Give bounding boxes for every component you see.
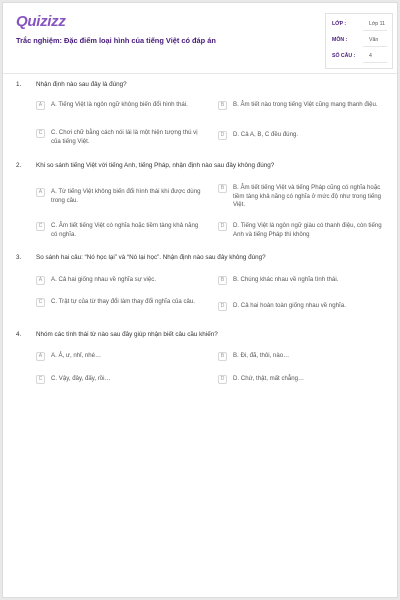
question-number: 3. [16, 254, 22, 261]
option-letter-box: D [218, 375, 227, 384]
question-number: 1. [16, 81, 22, 88]
option-letter-box: B [218, 184, 227, 193]
option-letter-box: D [218, 302, 227, 311]
option-letter-box: B [218, 276, 227, 285]
option-text: B. Âm tiết tiếng Việt và tiếng Pháp cũng có nghĩa hoặc tiềm tàng khả năng có nghĩa ở mức độ như trong tiếng Việt. [233, 184, 381, 209]
option-text: D. Cả hai hoàn toàn giống nhau về nghĩa. [233, 302, 346, 309]
worksheet-header [3, 3, 397, 75]
option-letter-box: C [36, 375, 45, 384]
option-text: A. Cả hai giống nhau về nghĩa sự việc. [51, 276, 157, 283]
option-text: B. Âm tiết nào trong tiếng Việt cũng mang thanh điệu. [233, 101, 378, 108]
question-text: Khi so sánh tiếng Việt với tiếng Anh, tiếng Pháp, nhận định nào sau đây không đúng? [36, 162, 275, 169]
meta-underline [363, 30, 387, 31]
meta-underline [363, 62, 387, 63]
option-letter-box: A [36, 276, 45, 285]
option-text: C. Vậy, đây, đấy, rồi… [51, 375, 111, 382]
question-text: So sánh hai câu: “Nó học lại” và “Nó lại học”. Nhận định nào sau đây không đúng? [36, 254, 266, 261]
meta-grade-label: LỚP : [332, 21, 347, 27]
option-letter-box: D [218, 131, 227, 140]
quizizz-logo: Quizizz [16, 13, 66, 30]
option-text: B. Chúng khác nhau về nghĩa tình thái. [233, 276, 339, 283]
option-text: A. Từ tiếng Việt không biến đổi hình thái khi được dùng trong câu. [51, 188, 201, 204]
option-letter-box: C [36, 222, 45, 231]
option-letter-box: A [36, 101, 45, 110]
option-letter-box: B [218, 352, 227, 361]
meta-count-label: SỐ CÂU : [332, 53, 356, 59]
option-letter-box: C [36, 298, 45, 307]
meta-grade-value: Lớp 11 [369, 21, 385, 27]
question-text: Nhận định nào sau đây là đúng? [36, 81, 127, 88]
option-text: C. Chơi chữ bằng cách nói lái là một hiện tượng thú vị của tiếng Việt. [51, 129, 198, 145]
question-number: 4. [16, 331, 22, 338]
header-divider [3, 73, 397, 74]
meta-subject-label: MÔN : [332, 37, 348, 43]
meta-subject-value: Văn [369, 37, 379, 43]
option-text: D. Chứ, thật, mất chẳng… [233, 375, 305, 382]
option-text: B. Đi, đã, thôi, nào… [233, 352, 290, 359]
option-letter-box: B [218, 101, 227, 110]
meta-underline [363, 46, 387, 47]
option-text: C. Âm tiết tiếng Việt có nghĩa hoặc tiềm tàng khả năng có nghĩa. [51, 222, 199, 238]
option-text: A. Tiếng Việt là ngôn ngữ không biến đổi hình thái. [51, 101, 188, 108]
option-letter-box: A [36, 188, 45, 197]
option-text: D. Tiếng Việt là ngôn ngữ giàu có thanh điệu, còn tiếng Anh và tiếng Pháp thì không [233, 222, 382, 238]
option-letter-box: C [36, 129, 45, 138]
option-text: D. Cả A, B, C đều đúng. [233, 131, 299, 138]
option-letter-box: D [218, 222, 227, 231]
option-text: A. Ả, ư, nhỉ, nhé… [51, 352, 102, 359]
option-letter-box: A [36, 352, 45, 361]
question-number: 2. [16, 162, 22, 169]
option-text: C. Trật tự của từ thay đổi làm thay đổi nghĩa của câu. [51, 298, 195, 305]
question-text: Nhóm các tình thái từ nào sau đây giúp nhận biết câu cầu khiến? [36, 331, 218, 338]
page-title: Trắc nghiệm: Đặc điểm loại hình của tiếng Việt có đáp án [16, 36, 216, 45]
meta-info-box [325, 13, 393, 69]
meta-count-value: 4 [369, 53, 372, 59]
worksheet-page [2, 2, 398, 598]
